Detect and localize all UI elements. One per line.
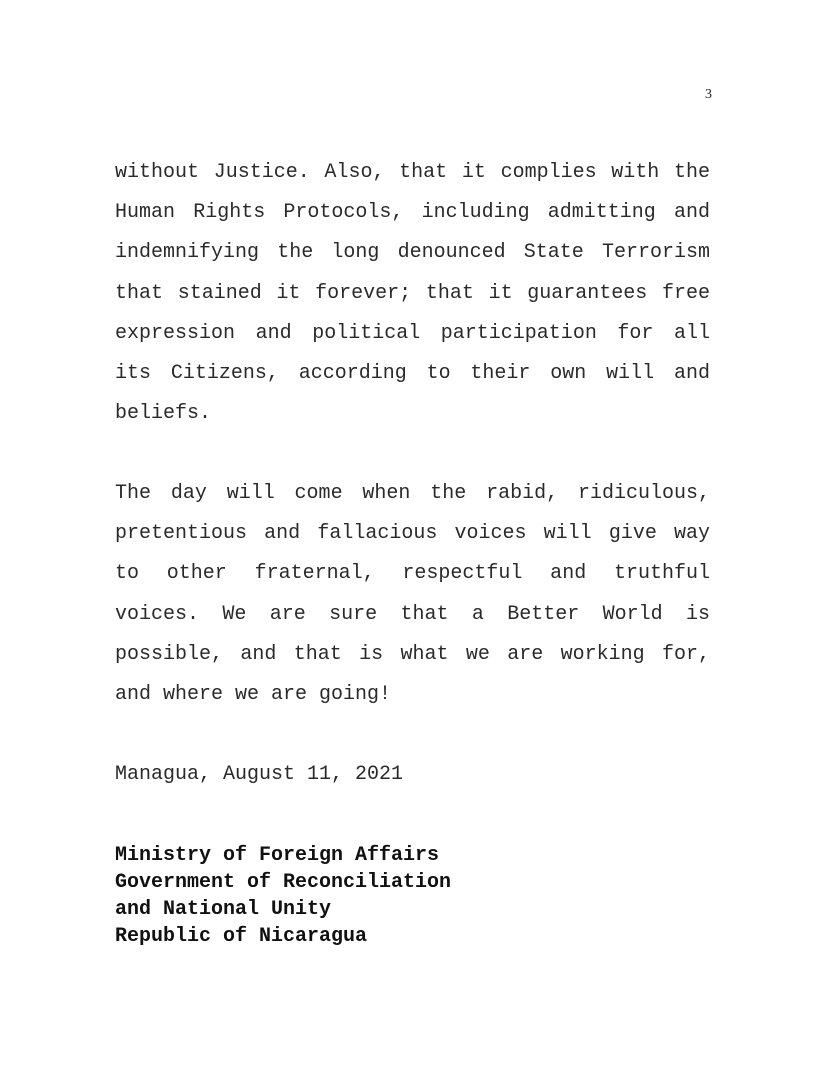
- signature-line-government: Government of Reconciliation: [115, 871, 452, 894]
- dateline: Managua, August 11, 2021: [115, 763, 404, 786]
- signature-line-ministry: Ministry of Foreign Affairs: [115, 844, 440, 867]
- body-paragraph-2: The day will come when the rabid, ridiculous, pretentious and fallacious voices will give way to other fraternal, respectful and truthful voices. We are sure that a Better World is possible, and that is what we are working for, and where we are going!: [115, 482, 710, 707]
- signature-block: [115, 842, 451, 950]
- signature-line-republic: Republic of Nicaragua: [115, 925, 368, 948]
- signature-line-unity: and National Unity: [115, 898, 332, 921]
- page-number: 3: [705, 87, 712, 102]
- body-paragraph-1: without Justice. Also, that it complies with the Human Rights Protocols, including admitting and indemnifying the long denounced State Terrorism that stained it forever; that it guarantees free expression and political participation for all its Citizens, according to their own will and beliefs.: [115, 161, 710, 426]
